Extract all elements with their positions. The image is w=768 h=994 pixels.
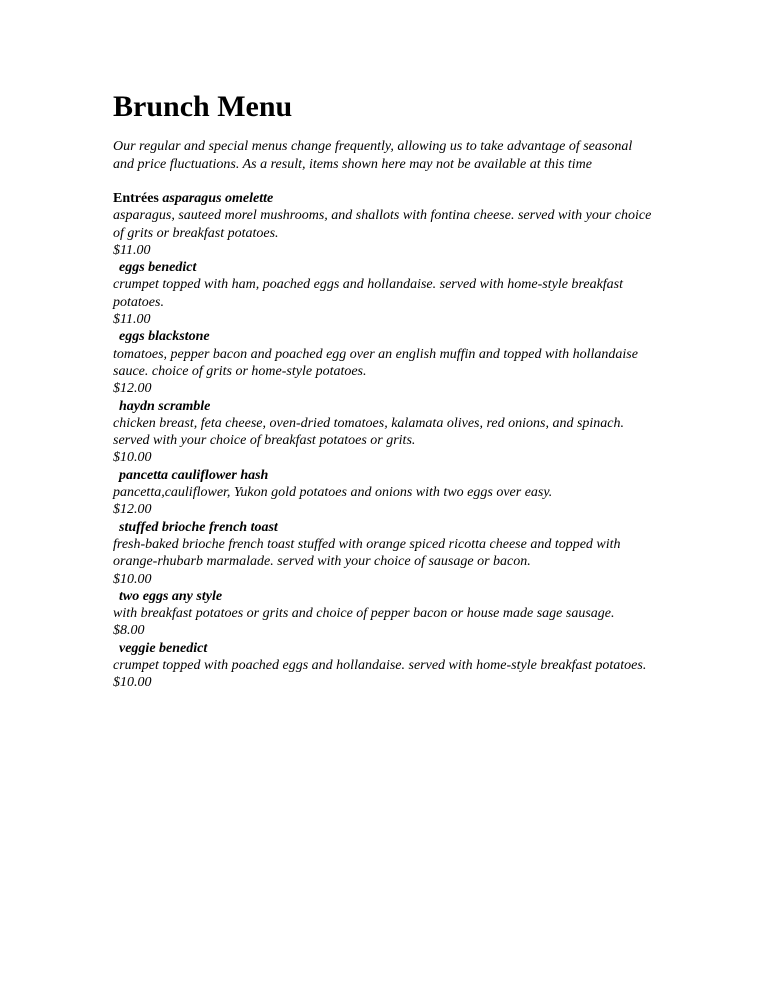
menu-item-description: asparagus, sauteed morel mushrooms, and shallots with fontina cheese. served with your choice of grits or breakfast potatoes. — [113, 208, 652, 241]
menu-item-price: $11.00 — [113, 312, 151, 328]
menu-item — [113, 467, 668, 519]
menu-item — [113, 588, 668, 640]
menu-list — [113, 190, 668, 692]
menu-item — [113, 519, 668, 588]
menu-item-name: stuffed brioche french toast — [119, 519, 278, 535]
menu-item-description: pancetta,cauliflower, Yukon gold potatoes and onions with two eggs over easy. — [113, 485, 553, 501]
menu-item — [113, 328, 668, 397]
menu-item-price: $10.00 — [113, 571, 152, 587]
menu-item-price: $11.00 — [113, 242, 151, 258]
menu-item-description: fresh-baked brioche french toast stuffed with orange spiced ricotta cheese and topped with orange-rhubarb marmalade. served with your choice of sausage or bacon. — [113, 536, 621, 570]
menu-item-name-line — [113, 190, 668, 207]
menu-item-description: with breakfast potatoes or grits and choice of pepper bacon or house made sage sausage. — [113, 606, 615, 622]
intro-paragraph: Our regular and special menus change frequently, allowing us to take advantage of seasonal and price fluctuations. As a result, items shown here may not be available at this time — [113, 139, 633, 172]
menu-item-name: haydn scramble — [119, 398, 211, 414]
menu-item — [113, 640, 668, 692]
section-label: Entrées — [113, 191, 159, 206]
menu-item-name: eggs blackstone — [119, 329, 210, 345]
menu-item-price: $12.00 — [113, 502, 152, 518]
menu-item-price: $8.00 — [113, 623, 145, 639]
menu-item — [113, 259, 668, 328]
menu-item-name: eggs benedict — [119, 260, 197, 276]
menu-item-description: crumpet topped with poached eggs and hollandaise. served with home-style breakfast potatoes. — [113, 658, 647, 674]
menu-item-price: $12.00 — [113, 381, 152, 397]
menu-item-name: pancetta cauliflower hash — [119, 467, 269, 483]
menu-item-description: crumpet topped with ham, poached eggs and hollandaise. served with home-style breakfast potatoes. — [113, 277, 624, 310]
menu-item-name: two eggs any style — [119, 588, 223, 604]
menu-item-price: $10.00 — [113, 675, 152, 691]
menu-item — [113, 398, 668, 467]
menu-item-name: veggie benedict — [119, 640, 208, 656]
menu-item-description: tomatoes, pepper bacon and poached egg over an english muffin and topped with hollandaise sauce. choice of grits or home-style potatoes. — [113, 346, 638, 379]
page-title: Brunch Menu — [113, 90, 293, 123]
menu-item-price: $10.00 — [113, 450, 152, 466]
menu-item — [113, 190, 668, 259]
menu-item-name: asparagus omelette — [162, 191, 274, 206]
menu-item-description: chicken breast, feta cheese, oven-dried tomatoes, kalamata olives, red onions, and spinach. served with your choice of breakfast potatoes or grits. — [113, 415, 625, 449]
